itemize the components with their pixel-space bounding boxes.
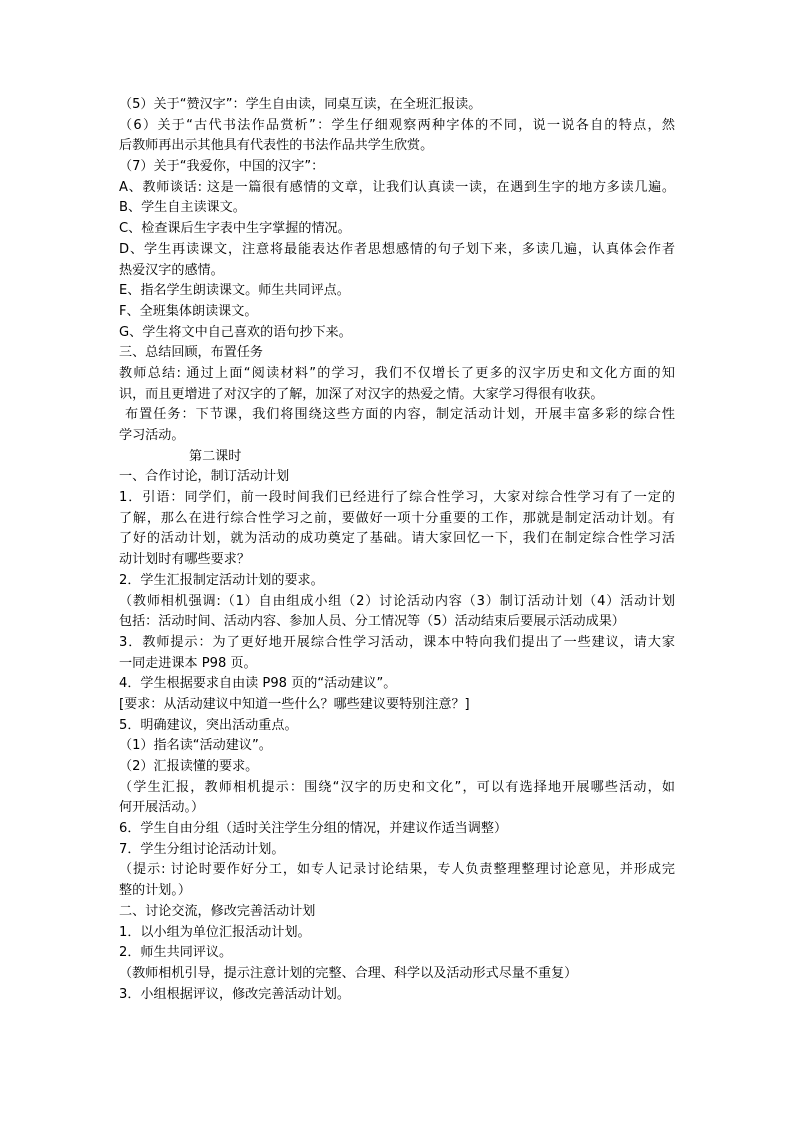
text-line: 热爱汉字的感情。 [119,262,224,278]
section-heading: 一、合作讨论，制订活动计划 [119,469,290,485]
text-line: E、指名学生朗读课文。师生共同评点。 [119,283,350,299]
text-line: （学生汇报，教师相机提示：围绕“汉字的历史和文化”，可以有选择地开展哪些活动，如 [119,779,675,795]
text-line: 后教师再出示其他具有代表性的书法作品共学生欣赏。 [119,138,434,154]
text-line: （6）关于“古代书法作品赏析”：学生仔细观察两种字体的不同，说一说各自的特点，然 [119,117,675,133]
text-line: 7．学生分组讨论活动计划。 [119,841,285,857]
lesson-heading: 第二课时 [189,448,242,464]
text-line: （1）指名读“活动建议”。 [119,738,272,754]
text-line: 整的计划。） [119,883,192,899]
text-line: 一同走进课本 P98 页。 [119,655,257,671]
text-line: 5．明确建议，突出活动重点。 [119,717,298,733]
text-line: 6．学生自由分组（适时关注学生分组的情况，并建议作适当调整） [119,821,508,837]
text-line: 学习活动。 [119,428,185,443]
text-line: G、学生将文中自己喜欢的语句抄下来。 [119,324,352,340]
text-line: [要求：从活动建议中知道一些什么？哪些建议要特别注意？] [119,696,470,712]
text-line: （教师相机强调:（1）自由组成小组（2）讨论活动内容（3）制订活动计划（4）活动计划 [119,593,675,609]
text-line: （教师相机引导，提示注意计划的完整、合理、科学以及活动形式尽量不重复） [119,965,578,981]
text-line: 3．教师提示：为了更好地开展综合性学习活动，课本中特向我们提出了一些建议，请大家 [119,634,675,650]
document-body [119,95,675,1005]
text-line: （提示: 讨论时要作好分工，如专人记录讨论结果，专人负责整理整理讨论意见，并形成完 [119,862,675,878]
text-line: 1．以小组为单位汇报活动计划。 [119,924,311,940]
text-line: 识，而且更增进了对汉字的了解，加深了对汉字的热爱之情。大家学习得很有收获。 [119,386,604,402]
text-line: 3．小组根据评议，修改完善活动计划。 [119,986,350,1002]
text-line: D、学生再读课文，注意将最能表达作者思想感情的句子划下来，多读几遍，认真体会作者 [119,241,675,257]
text-line: 教师总结: 通过上面“阅读材料”的学习，我们不仅增长了更多的汉字历史和文化方面的知 [119,365,675,381]
text-line: 4．学生根据要求自由读 P98 页的“活动建议”。 [119,676,397,692]
text-line: 2．学生汇报制定活动计划的要求。 [119,572,324,588]
text-line: （7）关于“我爱你，中国的汉字”： [119,159,325,175]
text-line: 包括：活动时间、活动内容、参加人员、分工情况等（5）活动结束后要展示活动成果） [119,614,625,630]
section-heading: 二、讨论交流，修改完善活动计划 [119,903,316,919]
text-line: 了解，那么在进行综合性学习之前，要做好一项十分重要的工作，那就是制定活动计划。有 [119,510,675,526]
text-line: 1．引语：同学们，前一段时间我们已经进行了综合性学习，大家对综合性学习有了一定的 [119,490,675,506]
text-line: F、全班集体朗读课文。 [119,303,258,319]
section-heading: 三、总结回顾，布置任务 [119,345,264,361]
text-line: 2．师生共同评议。 [119,945,233,961]
text-line: 了好的活动计划，就为活动的成功奠定了基础。请大家回忆一下，我们在制定综合性学习活 [119,531,675,547]
text-line: B、学生自主读课文。 [119,200,246,216]
text-line: 动计划时有哪些要求？ [119,552,250,568]
text-line: 何开展活动。） [119,800,205,816]
text-line: A、教师谈话: 这是一篇很有感情的文章，让我们认真读一读，在遇到生字的地方多读几遍。 [119,179,675,195]
text-line: （2）汇报读懂的要求。 [119,759,259,774]
text-line: （5）关于“赞汉字”：学生自由读，同桌互读，在全班汇报读。 [119,97,482,112]
text-line: C、检查课后生字表中生字掌握的情况。 [119,221,351,237]
text-line: 布置任务：下节课，我们将围绕这些方面的内容，制定活动计划，开展丰富多彩的综合性 [125,407,675,423]
